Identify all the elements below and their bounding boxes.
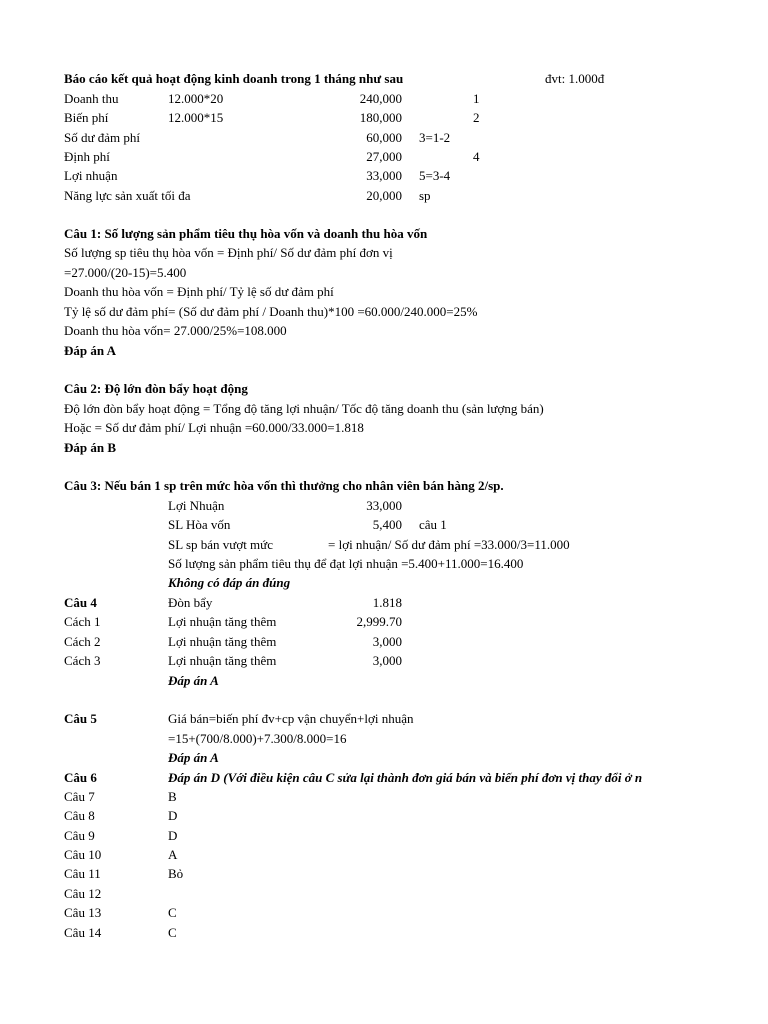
q5-answer: Đáp án A (168, 750, 219, 765)
q2-line: Hoặc = Số dư đảm phí/ Lợi nhuận =60.000/33.000=1.818 (64, 420, 364, 435)
q3-heading: Câu 3: Nếu bán 1 sp trên mức hòa vốn thì thưởng cho nhân viên bán hàng 2/sp. (64, 478, 504, 493)
row-index: 1 (473, 91, 480, 106)
q4-value: 2,999.70 (356, 614, 402, 629)
q5-label: Câu 5 (64, 711, 97, 726)
q4-value: 3,000 (372, 634, 402, 649)
row-value: 240,000 (359, 91, 402, 106)
q1-line: Doanh thu hòa vốn= 27.000/25%=108.000 (64, 323, 287, 338)
q4-desc: Lợi nhuận tăng thêm (168, 653, 277, 668)
q4-value: 3,000 (372, 653, 402, 668)
answer-value: D (168, 828, 178, 843)
q3-row-label: Lợi Nhuận (168, 498, 225, 513)
row-index: 2 (473, 110, 480, 125)
row-value: 180,000 (359, 110, 402, 125)
answer-value: C (168, 905, 177, 920)
q3-answer: Không có đáp án đúng (168, 575, 291, 590)
answer-value: C (168, 925, 177, 940)
q1-line: =27.000/(20-15)=5.400 (64, 265, 187, 280)
row-note: 3=1-2 (419, 130, 451, 145)
report-title: Báo cáo kết quả hoạt động kinh doanh trong 1 tháng như sau (64, 71, 404, 86)
row-label: Định phí (64, 149, 110, 164)
q4-label: Câu 4 (64, 595, 97, 610)
q4-answer: Đáp án A (168, 673, 219, 688)
row-formula: 12.000*15 (168, 110, 224, 125)
q4-value: 1.818 (372, 595, 402, 610)
q4-label: Cách 1 (64, 614, 101, 629)
row-index: 4 (473, 149, 480, 164)
q6-answer: Đáp án D (Với điều kiện câu C sửa lại thành đơn giá bán và biến phí đơn vị thay đổi ở n (168, 770, 643, 785)
q3-row-label: SL Hòa vốn (168, 517, 231, 532)
row-label: Số dư đảm phí (64, 130, 141, 145)
answer-value: B (168, 789, 177, 804)
row-value: 60,000 (366, 130, 402, 145)
answer-label: Câu 9 (64, 828, 95, 843)
q3-line-label: SL sp bán vượt mức (168, 537, 273, 552)
answer-label: Câu 8 (64, 808, 95, 823)
row-value: 20,000 (366, 188, 402, 203)
q2-heading: Câu 2: Độ lớn đòn bẩy hoạt động (64, 381, 248, 396)
row-value: 27,000 (366, 149, 402, 164)
answer-label: Câu 12 (64, 886, 102, 901)
q3-line-value: = lợi nhuận/ Số dư đảm phí =33.000/3=11.000 (328, 537, 570, 552)
row-label: Doanh thu (64, 91, 119, 106)
answer-label: Câu 14 (64, 925, 102, 940)
q6-label: Câu 6 (64, 770, 97, 785)
row-formula: 12.000*20 (168, 91, 224, 106)
q4-desc: Lợi nhuận tăng thêm (168, 634, 277, 649)
answer-label: Câu 11 (64, 866, 101, 881)
q5-line: Giá bán=biến phí đv+cp vận chuyển+lợi nhuận (168, 711, 414, 726)
row-label: Năng lực sản xuất tối đa (64, 188, 191, 203)
q1-heading: Câu 1: Số lượng sản phẩm tiêu thụ hòa vốn và doanh thu hòa vốn (64, 226, 428, 241)
q4-label: Cách 2 (64, 634, 101, 649)
answer-value: Bỏ (168, 866, 184, 881)
row-note: 5=3-4 (419, 168, 451, 183)
q3-row-value: 5,400 (372, 517, 402, 532)
q2-line: Độ lớn đòn bẩy hoạt động = Tổng độ tăng lợi nhuận/ Tốc độ tăng doanh thu (sản lượng bán) (64, 401, 544, 416)
row-note: sp (419, 188, 431, 203)
q4-label: Cách 3 (64, 653, 101, 668)
answer-value: D (168, 808, 178, 823)
q3-row-note: câu 1 (419, 517, 447, 532)
q1-line: Tỷ lệ số dư đảm phí= (Số dư đảm phí / Doanh thu)*100 =60.000/240.000=25% (64, 304, 478, 319)
row-value: 33,000 (366, 168, 402, 183)
answer-label: Câu 7 (64, 789, 95, 804)
q5-line: =15+(700/8.000)+7.300/8.000=16 (168, 731, 347, 746)
q4-desc: Lợi nhuận tăng thêm (168, 614, 277, 629)
row-label: Lợi nhuận (64, 168, 118, 183)
q1-line: Số lượng sp tiêu thụ hòa vốn = Định phí/ Số dư đảm phí đơn vị (64, 245, 393, 260)
answer-label: Câu 10 (64, 847, 102, 862)
q3-row-value: 33,000 (366, 498, 402, 513)
q4-desc: Đòn bẩy (168, 595, 213, 610)
answer-label: Câu 13 (64, 905, 102, 920)
q2-answer: Đáp án B (64, 440, 117, 455)
q1-answer: Đáp án A (64, 343, 117, 358)
q3-line: Số lượng sản phẩm tiêu thụ để đạt lợi nhuận =5.400+11.000=16.400 (168, 556, 524, 571)
unit-label: đvt: 1.000đ (545, 71, 605, 86)
answer-value: A (168, 847, 178, 862)
row-label: Biến phí (64, 110, 109, 125)
q1-line: Doanh thu hòa vốn = Định phí/ Tỷ lệ số dư đảm phí (64, 284, 334, 299)
